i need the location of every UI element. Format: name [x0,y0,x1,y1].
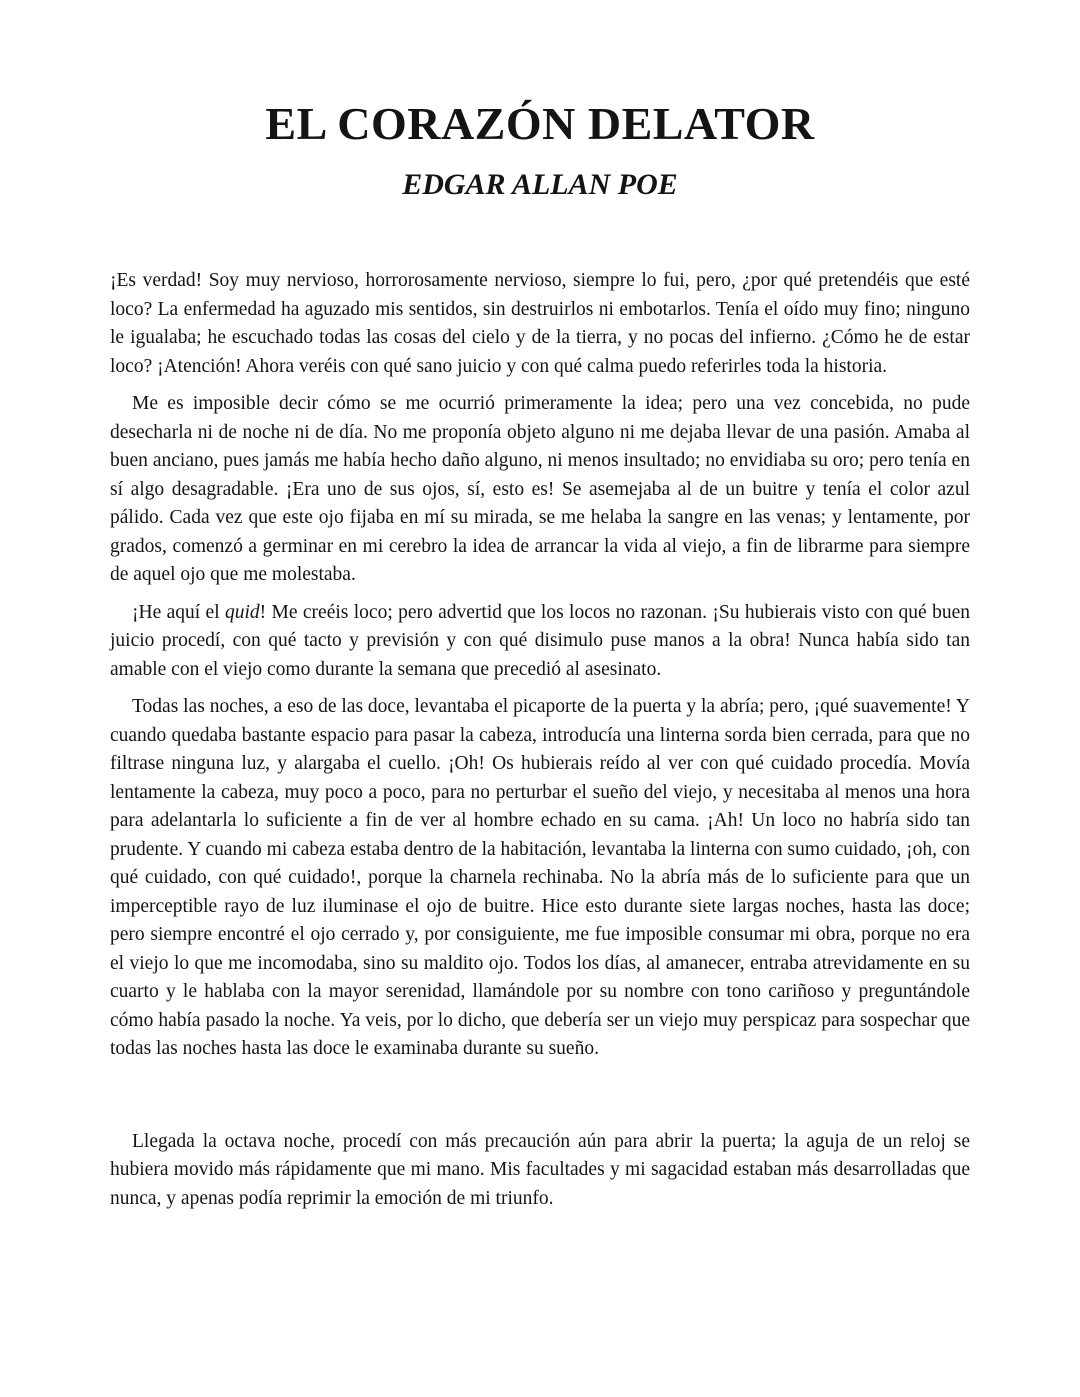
document-title: EL CORAZÓN DELATOR [265,98,815,149]
paragraph-3-italic-term: quid [225,601,260,623]
document-author: EDGAR ALLAN POE [402,168,678,202]
paragraph-2 [110,390,970,590]
paragraph-3 [110,599,970,685]
paragraph-5 [110,1128,970,1214]
paragraph-1-text: ¡Es verdad! Soy muy nervioso, horrorosamente nervioso, siempre lo fui, pero, ¿por qué pretendéis que esté loco? La enfermedad ha aguzado mis sentidos, sin destruirlos ni embotarlos. Tenía el oído muy fino; ninguno le igualaba; he escuchado todas las cosas del cielo y de la tierra, y no pocas del infierno. ¿Cómo he de estar loco? ¡Atención! Ahora veréis con qué sano juicio y con qué calma puedo referirles toda la historia. [110,270,970,377]
paragraph-1 [110,267,970,381]
paragraph-3-text-after-quid: ! Me creéis loco; pero advertid que los locos no razonan. ¡Su hubierais visto con qué buen juicio procedí, con qué tacto y previsión y con qué disimulo puse manos a la obra! Nunca había sido tan amable con el viejo como durante la semana que precedió al asesinato. [110,601,970,680]
paragraph-3-text-before-quid: ¡He aquí el [132,601,225,623]
paragraph-4 [110,693,970,1064]
document-body [110,267,970,1213]
paragraph-2-text: Me es imposible decir cómo se me ocurrió primeramente la idea; pero una vez concebida, no pude desecharla ni de noche ni de día. No me proponía objeto alguno ni me dejaba llevar de una pasión. Amaba al buen anciano, pues jamás me había hecho daño alguno, ni menos insultado; no envidiaba su oro; pero tenía en sí algo desagradable. ¡Era uno de sus ojos, sí, esto es! Se asemejaba al de un buitre y tenía el color azul pálido. Cada vez que este ojo fijaba en mí su mirada, se me helaba la sangre en las venas; y lentamente, por grados, comenzó a germinar en mi cerebro la idea de arrancar la vida al viejo, a fin de librarme para siempre de aquel ojo que me molestaba. [110,393,970,586]
paragraph-4-text: Todas las noches, a eso de las doce, levantaba el picaporte de la puerta y la abría; pero, ¡qué suavemente! Y cuando quedaba bastante espacio para pasar la cabeza, introducía una linterna sorda bien cerrada, para que no filtrase ninguna luz, y alargaba el cuello. ¡Oh! Os hubierais reído al ver con qué cuidado procedía. Movía lentamente la cabeza, muy poco a poco, para no perturbar el sueño del viejo, y necesitaba al menos una hora para adelantarla lo suficiente a fin de ver al hombre echado en su cama. ¡Ah! Un loco no habría sido tan prudente. Y cuando mi cabeza estaba dentro de la habitación, levantaba la linterna con sumo cuidado, ¡oh, con qué cuidado, con qué cuidado!, porque la charnela rechinaba. No la abría más de lo suficiente para que un imperceptible rayo de luz iluminase el ojo de buitre. Hice esto durante siete largas noches, hasta las doce; pero siempre encontré el ojo cerrado y, por consiguiente, me fue imposible consumar mi obra, porque no era el viejo lo que me incomodaba, sino su maldito ojo. Todos los días, al amanecer, entraba atrevidamente en su cuarto y le hablaba con la mayor serenidad, llamándole por su nombre con tono cariñoso y preguntándole cómo había pasado la noche. Ya veis, por lo dicho, que debería ser un viejo muy perspicaz para sospechar que todas las noches hasta las doce le examinaba durante su sueño. [110,696,971,1060]
paragraph-5-text: Llegada la octava noche, procedí con más precaución aún para abrir la puerta; la aguja de un reloj se hubiera movido más rápidamente que mi mano. Mis facultades y mi sagacidad estaban más desarrolladas que nunca, y apenas podía reprimir la emoción de mi triunfo. [110,1130,970,1209]
